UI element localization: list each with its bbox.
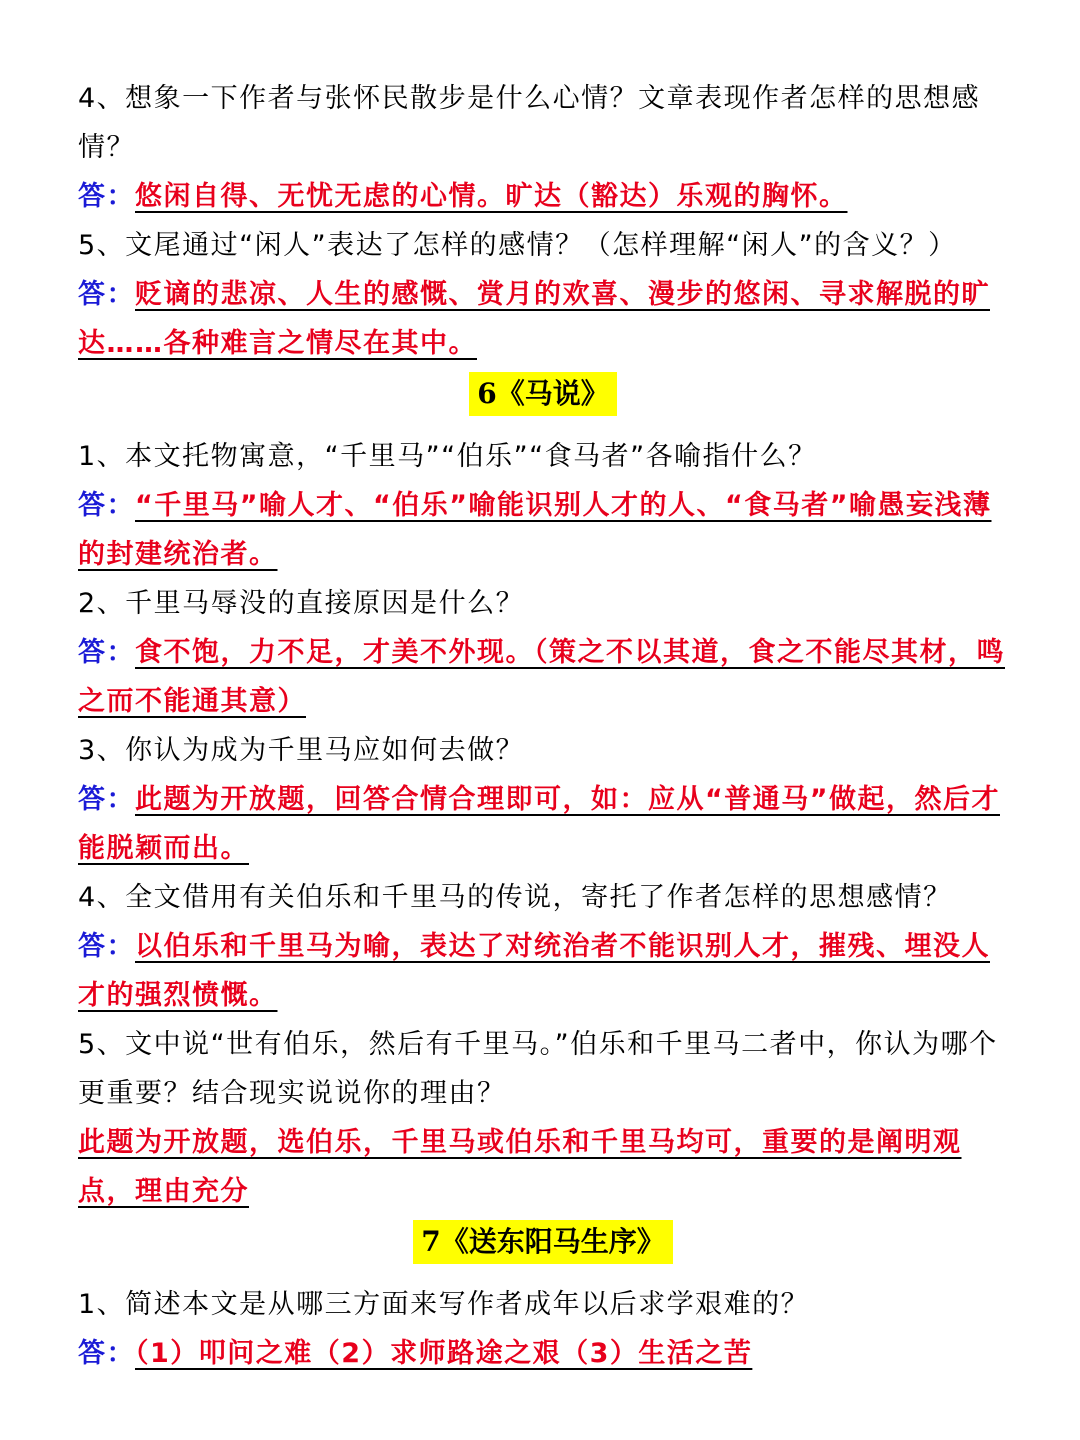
answer-text: 食不饱，力不足，才美不外现。（策之不以其道，食之不能尽其材，鸣之而不能通其意） xyxy=(78,637,1005,717)
answer xyxy=(78,628,1008,726)
section-title: 7《送东阳马生序》 xyxy=(413,1220,672,1264)
answer-text: 悠闲自得、无忧无虑的心情。旷达（豁达）乐观的胸怀。 xyxy=(135,181,848,212)
question-text: 5、文尾通过“闲人”表达了怎样的感情？（怎样理解“闲人”的含义？） xyxy=(78,230,957,261)
answer-text: “千里马”喻人才、“伯乐”喻能识别人才的人、“食马者”喻愚妄浅薄的封建统治者。 xyxy=(78,490,992,570)
answer-label: 答： xyxy=(78,490,135,521)
question-text: 5、文中说“世有伯乐，然后有千里马。”伯乐和千里马二者中，你认为哪个更重要？结合现实说说你的理由？ xyxy=(78,1029,998,1109)
document-page xyxy=(78,74,1008,1378)
question-text: 1、本文托物寓意，“千里马”“伯乐”“食马者”各喻指什么？ xyxy=(78,441,817,472)
section-heading xyxy=(78,372,1008,426)
question-text: 4、全文借用有关伯乐和千里马的传说，寄托了作者怎样的思想感情？ xyxy=(78,882,952,913)
answer-text: 此题为开放题，回答合情合理即可，如：应从“普通马”做起，然后才能脱颖而出。 xyxy=(78,784,1000,864)
answer-label: 答： xyxy=(78,931,135,962)
answer xyxy=(78,775,1008,873)
answer xyxy=(78,1329,1008,1378)
answer-text: 贬谪的悲凉、人生的感慨、赏月的欢喜、漫步的悠闲、寻求解脱的旷达……各种难言之情尽在其中。 xyxy=(78,279,990,359)
answer-text: 此题为开放题，选伯乐，千里马或伯乐和千里马均可，重要的是阐明观点，理由充分 xyxy=(78,1127,962,1207)
answer-text: （1）叩问之难（2）求师路途之艰（3）生活之苦 xyxy=(135,1338,753,1369)
answer xyxy=(78,172,1008,221)
answer-label: 答： xyxy=(78,279,135,310)
answer xyxy=(78,481,1008,579)
answer-label: 答： xyxy=(78,1338,135,1369)
question-text: 3、你认为成为千里马应如何去做？ xyxy=(78,735,525,766)
answer xyxy=(78,922,1008,1020)
answer-label: 答： xyxy=(78,637,135,668)
question-text: 1、简述本文是从哪三方面来写作者成年以后求学艰难的？ xyxy=(78,1289,810,1320)
answer-label: 答： xyxy=(78,181,135,212)
question-text: 2、千里马辱没的直接原因是什么？ xyxy=(78,588,525,619)
answer-label: 答： xyxy=(78,784,135,815)
section-heading xyxy=(78,1220,1008,1274)
question-text: 4、想象一下作者与张怀民散步是什么心情？文章表现作者怎样的思想感情？ xyxy=(78,83,981,163)
answer xyxy=(78,270,1008,368)
section-title: 6《马说》 xyxy=(469,372,616,416)
answer-text: 以伯乐和千里马为喻，表达了对统治者不能识别人才，摧残、埋没人才的强烈愤慨。 xyxy=(78,931,990,1011)
